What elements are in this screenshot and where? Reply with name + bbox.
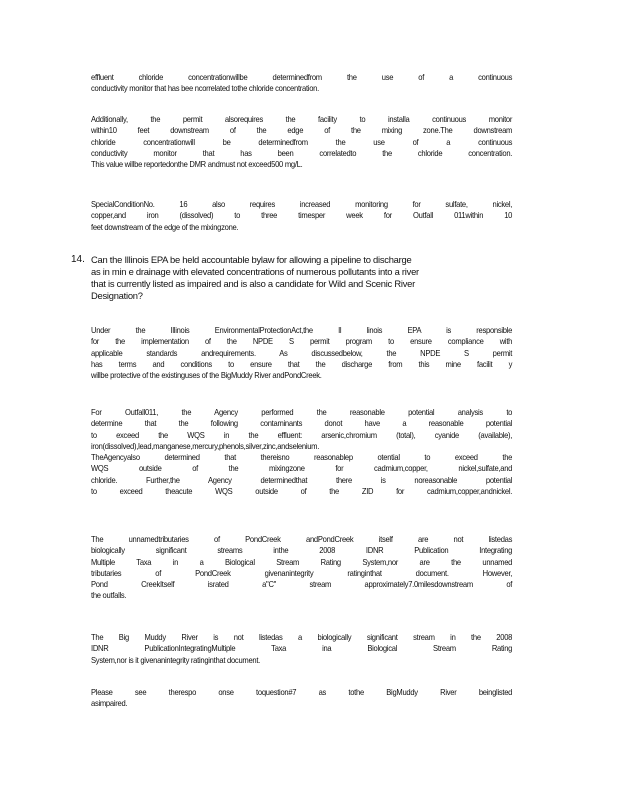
answer-unnamed-tributaries: [91, 534, 512, 602]
text-line: Under the Illinois EnvironmentalProtectionAct,the Il linois EPA is responsible: [91, 326, 513, 335]
text-line: Please see therespo onse toquestion#7 as tothe BigMuddy River beinglisted: [91, 688, 513, 697]
text-line: The Big Muddy River is not listedas a biologically significant stream in the 2008: [91, 633, 513, 642]
paragraph-special-condition: [91, 199, 512, 233]
text-line: chloride. Further,the Agency determinedthat there is noreasonable potential: [91, 475, 513, 485]
text-line: to exceed the WQS in the effluent: arsenic,chromium (total), cyanide (available),: [91, 430, 513, 440]
text-line: The unnamedtributaries of PondCreek andPondCreek itself are not listedas: [91, 535, 513, 544]
text-line: copper,and iron (dissolved) to three timesper week for Outfall 011within 10: [91, 211, 513, 221]
text-line: within10 feet downstream of the edge of the mixing zone.The downstream: [91, 126, 513, 136]
paragraph-additionally: [91, 114, 512, 170]
text-line: iron(dissolved),lead,manganese,mercury,phenols,silver,zinc,andselenium.: [91, 441, 320, 451]
paragraph-effluent-chloride: [91, 72, 512, 95]
text-line: System,nor is it givenanintegrity ratinginthat document.: [91, 655, 261, 665]
text-line: that is currently listed as impaired and is also a candidate for Wild and Scenic River: [91, 278, 415, 289]
text-line: has terms and conditions to ensure that the discharge from this mine facilit y: [91, 359, 513, 369]
text-line: willbe protective of the existinguses of the BigMuddy River andPondCreek.: [91, 371, 322, 381]
text-line: conductivity monitor that has bee ncorrelated tothe chloride concentration.: [91, 84, 319, 94]
text-line: as in min e drainage with elevated concentrations of numerous pollutants into a river: [91, 266, 419, 277]
answer-outfall-011: [91, 407, 512, 497]
text-line: the outfalls.: [91, 591, 127, 601]
text-line: conductivity monitor that has been correlatedto the chloride concentration.: [91, 148, 513, 158]
text-line: WQS outside of the mixingzone for cadmium,copper, nickel,sulfate,and: [91, 464, 513, 474]
text-line: asimpaired.: [91, 699, 128, 709]
answer-please-see: [91, 687, 512, 710]
text-line: feet downstream of the edge of the mixingzone.: [91, 222, 239, 232]
text-line: This value willbe reportedonthe DMR andmust not exceed500 mg/L.: [91, 160, 303, 170]
text-line: Multiple Taxa in a Biological Stream Rating System,nor are the unnamed: [91, 557, 513, 567]
text-line: SpecialConditionNo. 16 also requires increased monitoring for sulfate, nickel,: [91, 200, 513, 209]
text-line: For Outfall011, the Agency performed the reasonable potential analysis to: [91, 408, 513, 417]
text-line: Can the Illinois EPA be held accountable bylaw for allowing a pipeline to discharge: [91, 254, 412, 265]
text-line: tributaries of PondCreek givenanintegrity ratinginthat document. However,: [91, 568, 513, 578]
question-number: 14.: [71, 254, 85, 265]
question-text: [91, 254, 539, 302]
text-line: biologically significant streams inthe 2008 IDNR Publication Integrating: [91, 546, 513, 556]
text-line: TheAgencyalso determined that thereisno reasonablep otential to exceed the: [91, 453, 513, 463]
answer-big-muddy: [91, 632, 512, 666]
text-line: Additionally, the permit alsorequires the facility to installa continuous monitor: [91, 115, 513, 124]
text-line: effluent chloride concentrationwillbe determinedfrom the use of a continuous: [91, 73, 513, 82]
text-line: applicable standards andrequirements. As discussedbelow, the NPDE S permit: [91, 348, 513, 358]
answer-under-the-act: [91, 325, 512, 381]
text-line: Designation?: [91, 290, 143, 301]
text-line: chloride concentrationwill be determinedfrom the use of a continuous: [91, 137, 513, 147]
text-line: Pond CreekItself israted a"C" stream approximately7.0milesdownstream of: [91, 580, 513, 590]
text-line: for the implementation of the NPDE S permit program to ensure compliance with: [91, 337, 513, 347]
text-line: IDNR PublicationIntegratingMultiple Taxa ina Biological Stream Rating: [91, 644, 513, 654]
text-line: determine that the following contaminants donot have a reasonable potential: [91, 419, 513, 429]
text-line: to exceed theacute WQS outside of the ZID for cadmium,copper,andnickel.: [91, 487, 513, 497]
